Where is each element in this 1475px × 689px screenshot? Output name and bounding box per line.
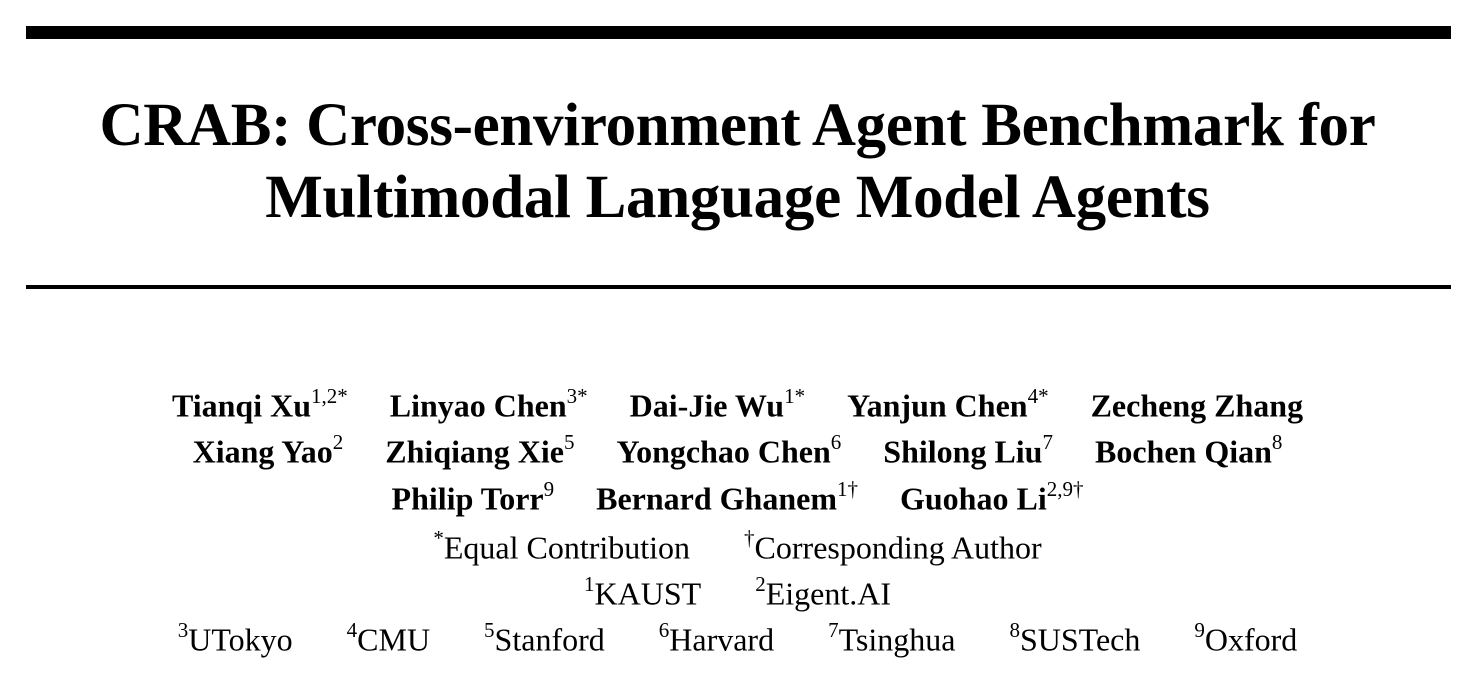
author-affiliation-mark: 8 (1271, 430, 1283, 454)
affiliation (347, 620, 430, 659)
footnote (744, 528, 1042, 567)
title-line-2: Multimodal Language Model Agents (265, 164, 1210, 231)
author-name: Shilong Liu (883, 433, 1043, 470)
affiliation-number: 3 (177, 618, 189, 642)
affiliation-row-1 (0, 574, 1475, 613)
author-name: Bochen Qian (1094, 433, 1272, 470)
author (847, 386, 1049, 425)
author (193, 432, 344, 471)
affiliation-number: 7 (828, 618, 839, 642)
author-name: Yongchao Chen (616, 433, 831, 470)
affiliation-number: 6 (658, 618, 670, 642)
affiliation (1009, 620, 1140, 659)
affiliation-number: 9 (1194, 618, 1205, 642)
affiliation (178, 620, 293, 659)
affiliation (659, 620, 774, 659)
author-row-3 (0, 479, 1475, 518)
author-affiliation-mark: 1,2* (310, 384, 348, 408)
affiliation-name: Stanford (494, 621, 605, 658)
author-name: Zecheng Zhang (1090, 387, 1304, 424)
author-affiliation-mark: 6 (830, 430, 842, 454)
contribution-notes (0, 528, 1475, 567)
affiliation-number: 2 (755, 572, 766, 596)
author-name: Dai-Jie Wu (629, 387, 785, 424)
author-row-1 (0, 386, 1475, 425)
affiliation-name: Tsinghua (838, 621, 956, 658)
affiliation-name: SUSTech (1019, 621, 1141, 658)
footnote-mark: † (744, 526, 755, 550)
affiliation-row-2 (0, 620, 1475, 659)
author (1091, 386, 1303, 425)
affiliation-name: Oxford (1204, 621, 1298, 658)
affiliation (828, 620, 955, 659)
author (1095, 432, 1282, 471)
author-name: Linyao Chen (389, 387, 567, 424)
author-affiliation-mark: 1* (784, 384, 806, 408)
author-affiliation-mark: 7 (1042, 430, 1053, 454)
author-affiliation-mark: 2 (332, 430, 344, 454)
footnote-text: Corresponding Author (754, 529, 1042, 566)
affiliation-name: CMU (357, 621, 431, 658)
author (390, 386, 588, 425)
author (617, 432, 842, 471)
author-name: Zhiqiang Xie (385, 433, 564, 470)
author (172, 386, 348, 425)
affiliation (755, 574, 891, 613)
author-affiliation-mark: 3* (566, 384, 588, 408)
author-name: Xiang Yao (192, 433, 333, 470)
affiliation-number: 8 (1009, 618, 1020, 642)
author-name: Philip Torr (391, 480, 544, 517)
author-name: Yanjun Chen (847, 387, 1028, 424)
affiliation (1194, 620, 1297, 659)
author-name: Bernard Ghanem (596, 480, 837, 517)
affiliation-number: 4 (346, 618, 358, 642)
author-affiliation-mark: 9 (543, 477, 555, 501)
affiliation-name: Eigent.AI (765, 575, 891, 612)
author-name: Tianqi Xu (171, 387, 311, 424)
author (596, 479, 858, 518)
title-line-1: CRAB: Cross-environment Agent Benchmark for (99, 92, 1376, 159)
affiliation-name: UTokyo (188, 621, 293, 658)
author (385, 432, 574, 471)
author-affiliation-mark: 2,9† (1046, 477, 1084, 501)
affiliation-number: 1 (584, 572, 595, 596)
footnote (433, 528, 690, 567)
affiliation-name: KAUST (594, 575, 702, 612)
bottom-rule (26, 285, 1451, 289)
author (392, 479, 555, 518)
top-rule (26, 26, 1451, 39)
author (900, 479, 1083, 518)
affiliation (484, 620, 605, 659)
author-affiliation-mark: 1† (836, 477, 858, 501)
affiliation (584, 574, 701, 613)
affiliation-number: 5 (484, 618, 495, 642)
author (630, 386, 805, 425)
author (883, 432, 1053, 471)
author-affiliation-mark: 5 (564, 430, 575, 454)
footnote-mark: * (433, 526, 444, 550)
affiliation-name: Harvard (669, 621, 775, 658)
author-name: Guohao Li (899, 480, 1047, 517)
author-row-2 (0, 432, 1475, 471)
paper-title (0, 90, 1475, 234)
footnote-text: Equal Contribution (443, 529, 691, 566)
author-affiliation-mark: 4* (1027, 384, 1049, 408)
